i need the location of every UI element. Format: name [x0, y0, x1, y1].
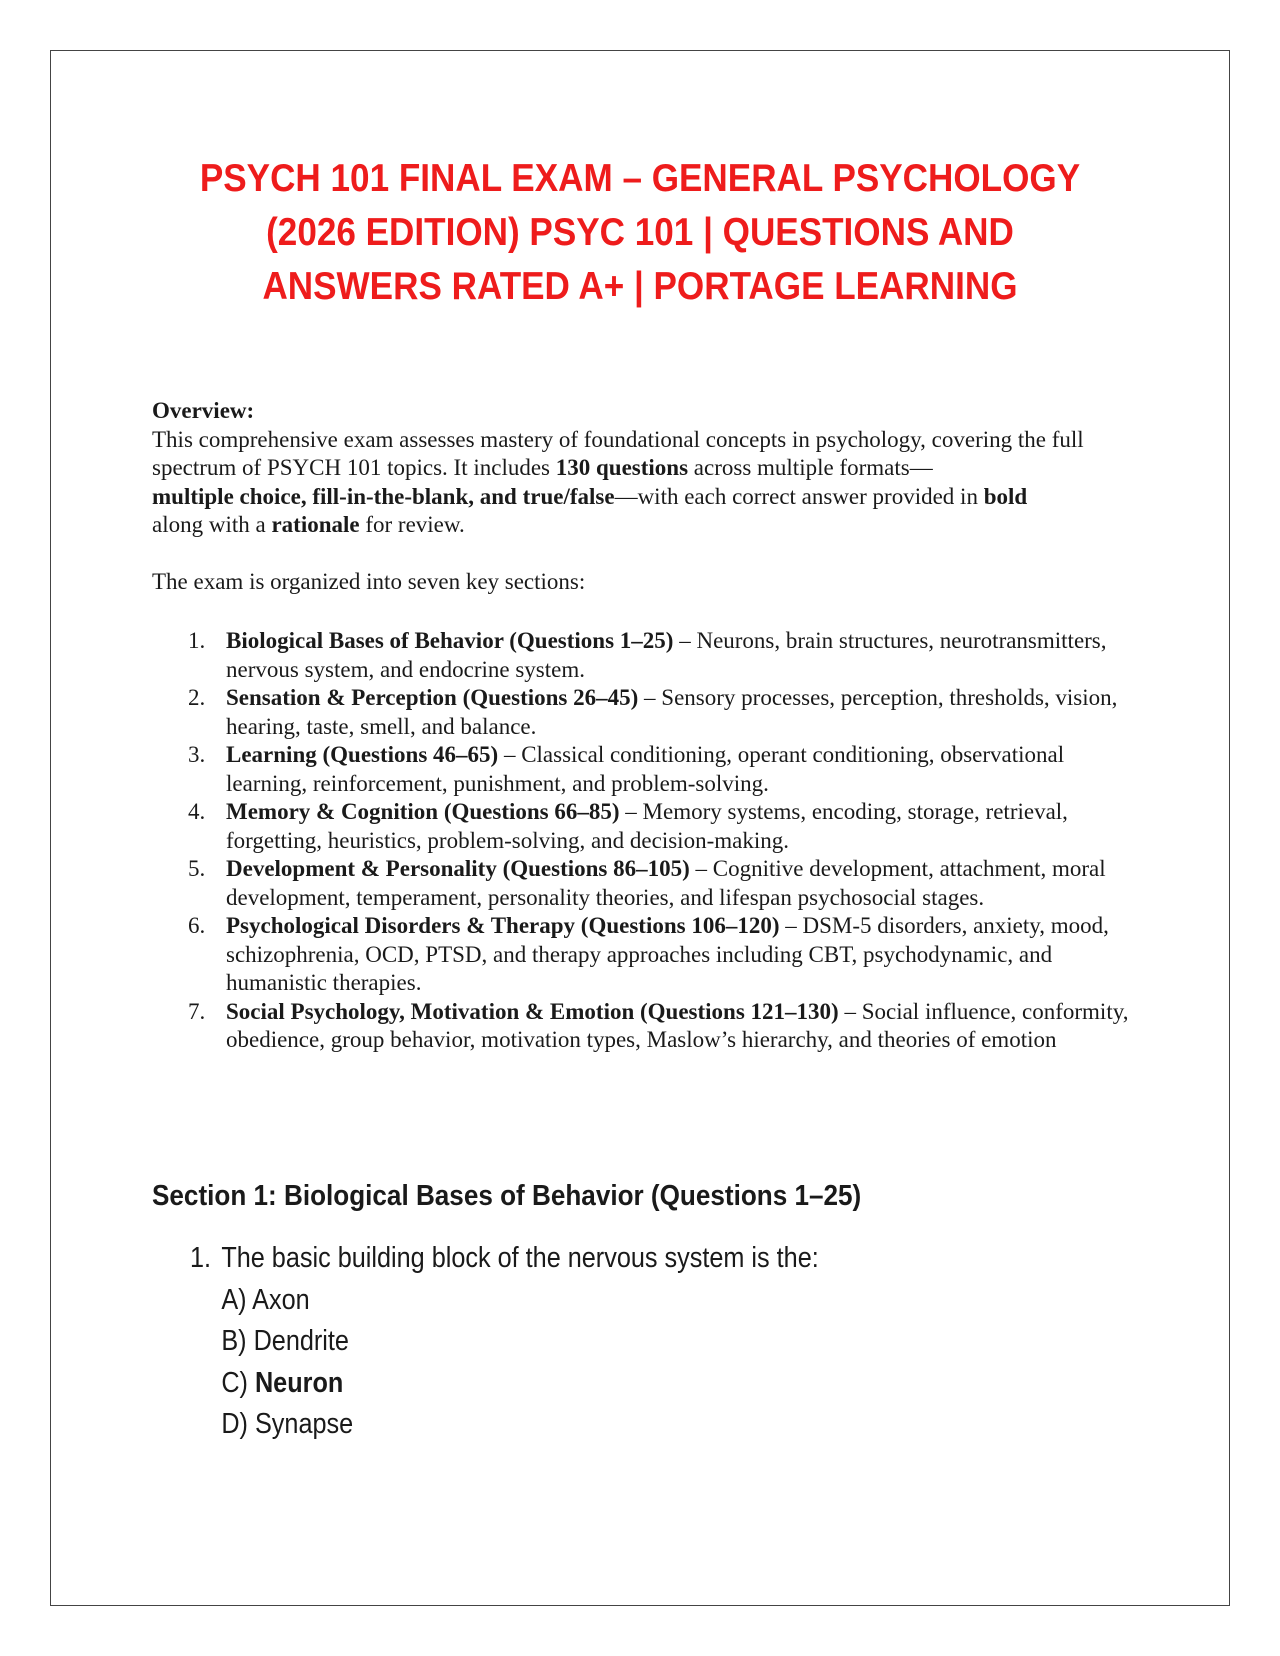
option-text: Synapse: [254, 1408, 354, 1440]
list-item: [152, 998, 1132, 1055]
section-title: Sensation & Perception (Questions 26–45): [226, 685, 639, 710]
title-line: PSYCH 101 FINAL EXAM – GENERAL PSYCHOLOGY: [199, 157, 1081, 200]
section-description: – DSM-5 disorders, anxiety, mood, schizophrenia, OCD, PTSD, and therapy approaches including CBT, psychodynamic, and humanistic therapies.: [226, 913, 1109, 995]
list-item: [152, 855, 1132, 912]
section-title: Social Psychology, Motivation & Emotion (Questions 121–130): [226, 998, 839, 1024]
title-line: (2026 EDITION) PSYC 101 | QUESTIONS AND: [266, 211, 1014, 254]
section-description: – Social influence, conformity, obedience, group behavior, motivation types, Maslow’s hierarchy, and theories of emotion: [226, 998, 1129, 1052]
overview-text: across multiple formats—: [688, 455, 933, 480]
list-item: [152, 741, 1132, 798]
option-label: A): [221, 1283, 253, 1316]
answer-option-a: [190, 1280, 819, 1322]
overview-bold: 130 questions: [555, 455, 689, 480]
question-stem: [190, 1238, 819, 1280]
section-title: Biological Bases of Behavior (Questions 1–25): [226, 628, 674, 653]
section-description: – Memory systems, encoding, storage, retrieval, forgetting, heuristics, problem-solving, and decision-making.: [226, 799, 1068, 853]
sections-intro: The exam is organized into seven key sections:: [152, 569, 586, 594]
title-line: ANSWERS RATED A+ | PORTAGE LEARNING: [262, 265, 1018, 308]
question-block: [190, 1238, 819, 1446]
overview-text: —with each correct answer provided in: [614, 483, 984, 509]
section-title: Development & Personality (Questions 86–105): [226, 856, 690, 881]
section-heading: Section 1: Biological Bases of Behavior (Questions 1–25): [152, 1180, 862, 1212]
list-number: 1.: [188, 628, 206, 653]
document-title: [154, 152, 1126, 314]
list-item: [152, 627, 1132, 684]
overview-text: along with a: [152, 512, 272, 537]
answer-option-c-correct: [190, 1363, 819, 1405]
option-text: Neuron: [254, 1366, 344, 1399]
option-label: C): [221, 1366, 255, 1399]
overview-text: for review.: [359, 512, 465, 537]
overview-bold: bold: [983, 483, 1028, 509]
list-item: [152, 684, 1132, 741]
overview-bold: rationale: [271, 512, 360, 537]
answer-option-b: [190, 1321, 819, 1363]
overview-paragraph: [152, 426, 1132, 540]
list-item: [152, 798, 1132, 855]
overview-bold: multiple choice, fill-in-the-blank, and true/false: [152, 483, 615, 509]
list-number: 7.: [188, 998, 206, 1024]
option-label: D): [221, 1408, 255, 1440]
section-description: – Sensory processes, perception, thresholds, vision, hearing, taste, smell, and balance.: [226, 685, 1118, 739]
section-title: Learning (Questions 46–65): [226, 742, 499, 767]
sections-list: [152, 627, 1132, 1055]
option-text: Dendrite: [253, 1325, 349, 1357]
option-text: Axon: [252, 1283, 310, 1316]
list-number: 6.: [188, 913, 206, 938]
section-description: – Neurons, brain structures, neurotransmitters, nervous system, and endocrine system.: [226, 628, 1107, 682]
overview-block: [152, 397, 1132, 540]
list-item: [152, 912, 1132, 998]
answer-option-d: [190, 1404, 819, 1446]
list-number: 4.: [188, 799, 206, 824]
list-number: 3.: [188, 742, 206, 767]
section-title: Memory & Cognition (Questions 66–85): [226, 799, 620, 824]
list-number: 5.: [188, 856, 206, 881]
section-title: Psychological Disorders & Therapy (Questions 106–120): [226, 913, 780, 938]
overview-text: This comprehensive exam assesses mastery of foundational concepts in psychology, covering the full spectrum of PSYCH 101 topics. It includes: [152, 426, 1084, 480]
option-label: B): [221, 1325, 254, 1357]
overview-heading: Overview:: [152, 398, 255, 423]
list-number: 2.: [188, 685, 206, 710]
question-number: 1.: [190, 1242, 212, 1274]
question-text: The basic building block of the nervous system is the:: [221, 1242, 819, 1274]
section-description: – Cognitive development, attachment, moral development, temperament, personality theories, and lifespan psychosocial stages.: [226, 856, 1106, 910]
section-description: – Classical conditioning, operant conditioning, observational learning, reinforcement, punishment, and problem-solving.: [226, 742, 1065, 796]
